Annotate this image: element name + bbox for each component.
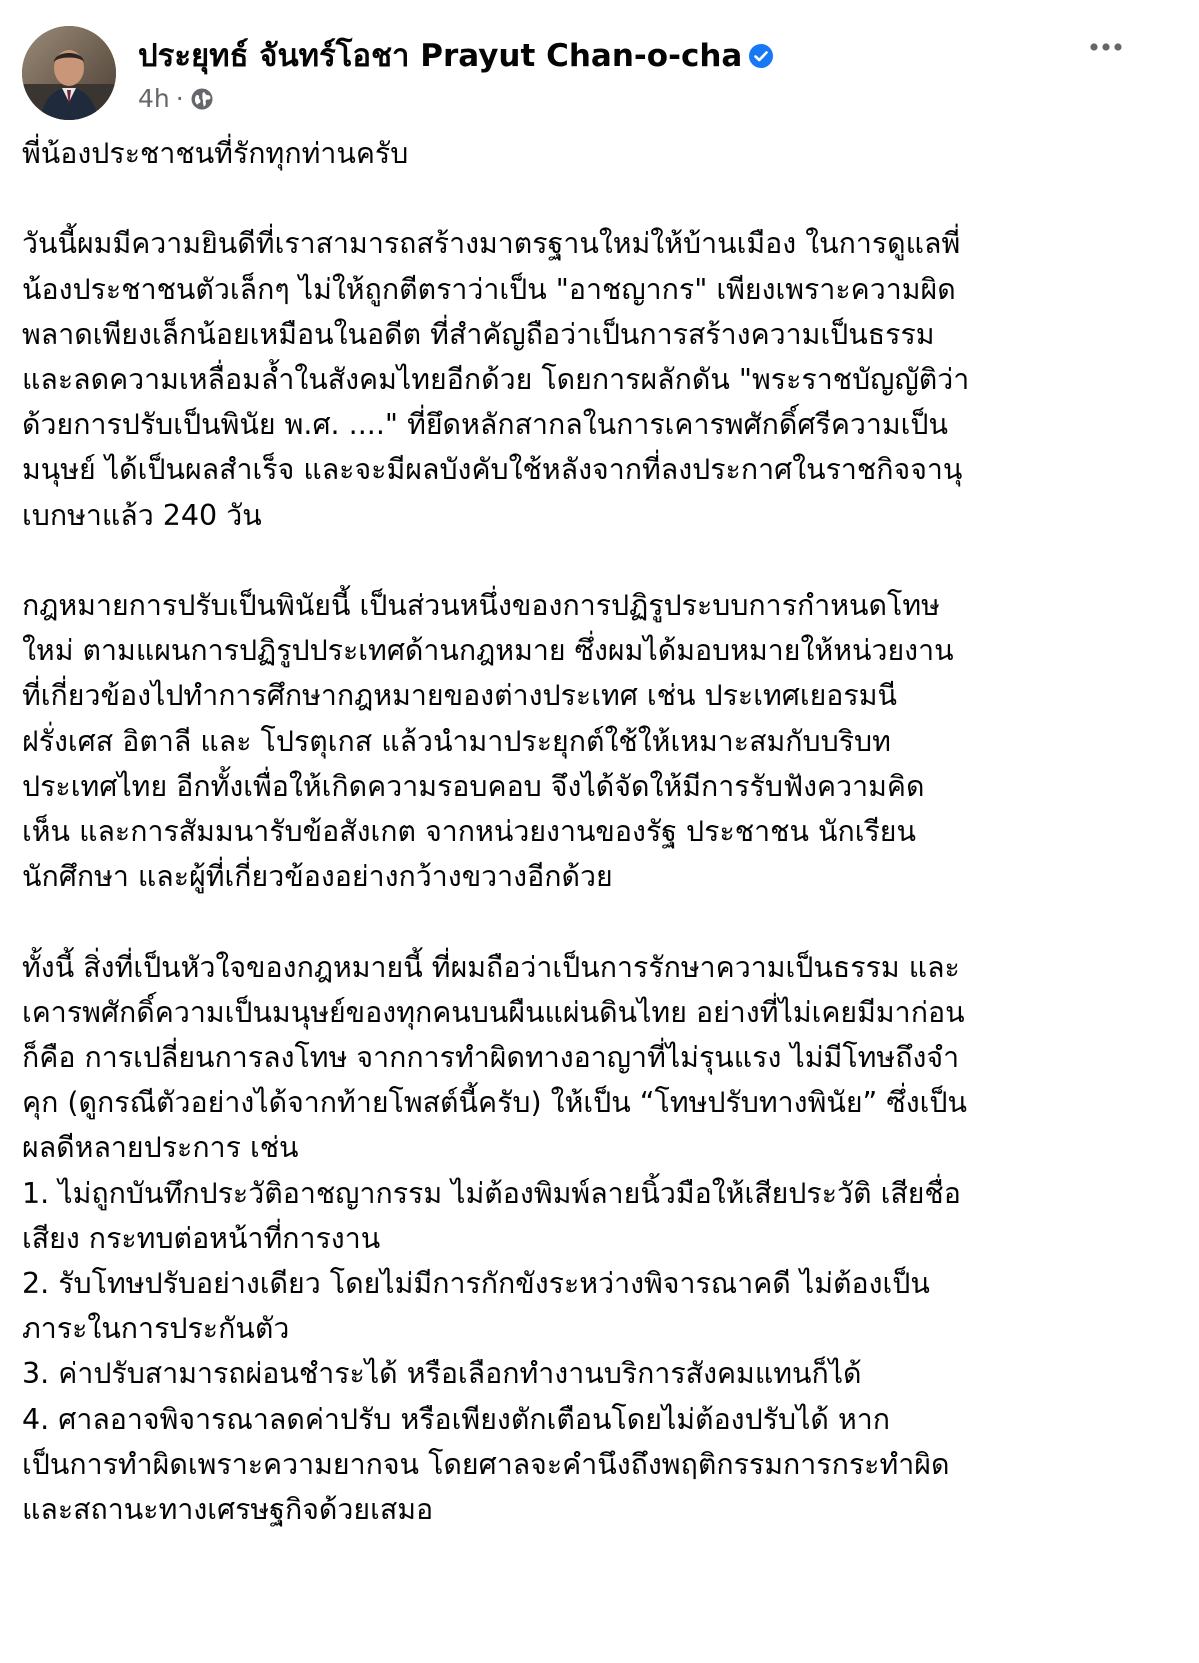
post-paragraph-benefits <box>22 945 1142 1533</box>
more-options-button[interactable] <box>1082 30 1130 62</box>
profile-photo-icon <box>22 26 116 120</box>
text-line: และลดความเหลื่อมล้ำในสังคมไทยอีกด้วย โดยการผลักดัน "พระราชบัญญัติว่า <box>22 363 970 396</box>
text-line: ใหม่ ตามแผนการปฏิรูปประเทศด้านกฎหมาย ซึ่งผมได้มอบหมายให้หน่วยงาน <box>22 634 954 668</box>
list-item-1-cont: เสียง กระทบต่อหน้าที่การงาน <box>22 1221 381 1255</box>
text-line: ก็คือ การเปลี่ยนการลงโทษ จากการทำผิดทางอาญาที่ไม่รุนแรง ไม่มีโทษถึงจำ <box>22 1041 960 1075</box>
more-options-icon <box>1082 30 1130 62</box>
author-name-text[interactable]: ประยุทธ์ จันทร์โอชา Prayut Chan-o-cha <box>138 38 743 74</box>
list-item-4-cont: และสถานะทางเศรษฐกิจด้วยเสมอ <box>22 1493 434 1527</box>
globe-icon[interactable] <box>190 87 214 111</box>
text-line: นักศึกษา และผู้ที่เกี่ยวข้องอย่างกว้างขวางอีกด้วย <box>22 860 613 894</box>
author-avatar[interactable] <box>22 26 116 120</box>
text-line: ผลดีหลายประการ เช่น <box>22 1131 299 1165</box>
author-name[interactable] <box>138 36 774 76</box>
post-header <box>22 26 1152 122</box>
text-line: ประเทศไทย อีกทั้งเพื่อให้เกิดความรอบคอบ จึงได้จัดให้มีการรับฟังความคิด <box>22 769 925 803</box>
post-timestamp[interactable]: 4h <box>138 84 170 113</box>
post-paragraph-intro <box>22 221 1142 537</box>
list-item-2-cont: ภาระในการประกันตัว <box>22 1312 290 1346</box>
text-line: คุก (ดูกรณีตัวอย่างได้จากท้ายโพสต์นี้ครับ) ให้เป็น “โทษปรับทางพินัย” ซึ่งเป็น <box>22 1086 967 1120</box>
list-item-1: 1. ไม่ถูกบันทึกประวัติอาชญากรรม ไม่ต้องพิมพ์ลายนิ้วมือให้เสียประวัติ เสียชื่อ <box>22 1176 961 1210</box>
paragraph-gap <box>22 176 1142 221</box>
meta-separator: · <box>175 84 184 113</box>
text-line: กฎหมายการปรับเป็นพินัยนี้ เป็นส่วนหนึ่งของการปฏิรูประบบการกำหนดโทษ <box>22 589 940 622</box>
list-item-4-cont: เป็นการทำผิดเพราะความยากจน โดยศาลจะคำนึงถึงพฤติกรรมการกระทำผิด <box>22 1447 950 1481</box>
text-line: ที่เกี่ยวข้องไปทำการศึกษากฎหมายของต่างประเทศ เช่น ประเทศเยอรมนี <box>22 679 897 713</box>
list-item-3: 3. ค่าปรับสามารถผ่อนชำระได้ หรือเลือกทำงานบริการสังคมแทนก็ได้ <box>22 1357 862 1391</box>
text-line: พี่น้องประชาชนที่รักทุกท่านครับ <box>22 137 409 170</box>
text-line: ฝรั่งเศส อิตาลี และ โปรตุเกส แล้วนำมาประยุกต์ใช้ให้เหมาะสมกับบริบท <box>22 724 891 758</box>
paragraph-gap <box>22 538 1142 583</box>
text-line: มนุษย์ ได้เป็นผลสำเร็จ และจะมีผลบังคับใช้หลังจากที่ลงประกาศในราชกิจจานุ <box>22 453 963 487</box>
list-item-4: 4. ศาลอาจพิจารณาลดค่าปรับ หรือเพียงตักเตือนโดยไม่ต้องปรับได้ หาก <box>22 1402 891 1436</box>
text-line: เห็น และการสัมมนารับข้อสังเกต จากหน่วยงานของรัฐ ประชาชน นักเรียน <box>22 815 916 849</box>
text-line: เบกษาแล้ว 240 วัน <box>22 498 262 532</box>
list-item-2: 2. รับโทษปรับอย่างเดียว โดยไม่มีการกักขังระหว่างพิจารณาคดี ไม่ต้องเป็น <box>22 1267 930 1301</box>
post-paragraph-greeting <box>22 131 1142 176</box>
text-line: ด้วยการปรับเป็นพินัย พ.ศ. ...." ที่ยึดหลักสากลในการเคารพศักดิ์ศรีความเป็น <box>22 408 948 442</box>
post-paragraph-reform <box>22 583 1142 899</box>
post-text <box>22 131 1142 1532</box>
text-line: ทั้งนี้ สิ่งที่เป็นหัวใจของกฎหมายนี้ ที่ผมถือว่าเป็นการรักษาความเป็นธรรม และ <box>22 950 960 984</box>
verified-badge-icon <box>748 43 774 69</box>
text-line: วันนี้ผมมีความยินดีที่เราสามารถสร้างมาตรฐานใหม่ให้บ้านเมือง ในการดูแลพี่ <box>22 227 961 261</box>
post-meta <box>138 84 214 114</box>
text-line: น้องประชาชนตัวเล็กๆ ไม่ให้ถูกตีตราว่าเป็น "อาชญากร" เพียงเพราะความผิด <box>22 272 956 306</box>
paragraph-gap <box>22 899 1142 944</box>
text-line: พลาดเพียงเล็กน้อยเหมือนในอดีต ที่สำคัญถือว่าเป็นการสร้างความเป็นธรรม <box>22 317 935 351</box>
text-line: เคารพศักดิ์ความเป็นมนุษย์ของทุกคนบนผืนแผ่นดินไทย อย่างที่ไม่เคยมีมาก่อน <box>22 995 965 1029</box>
